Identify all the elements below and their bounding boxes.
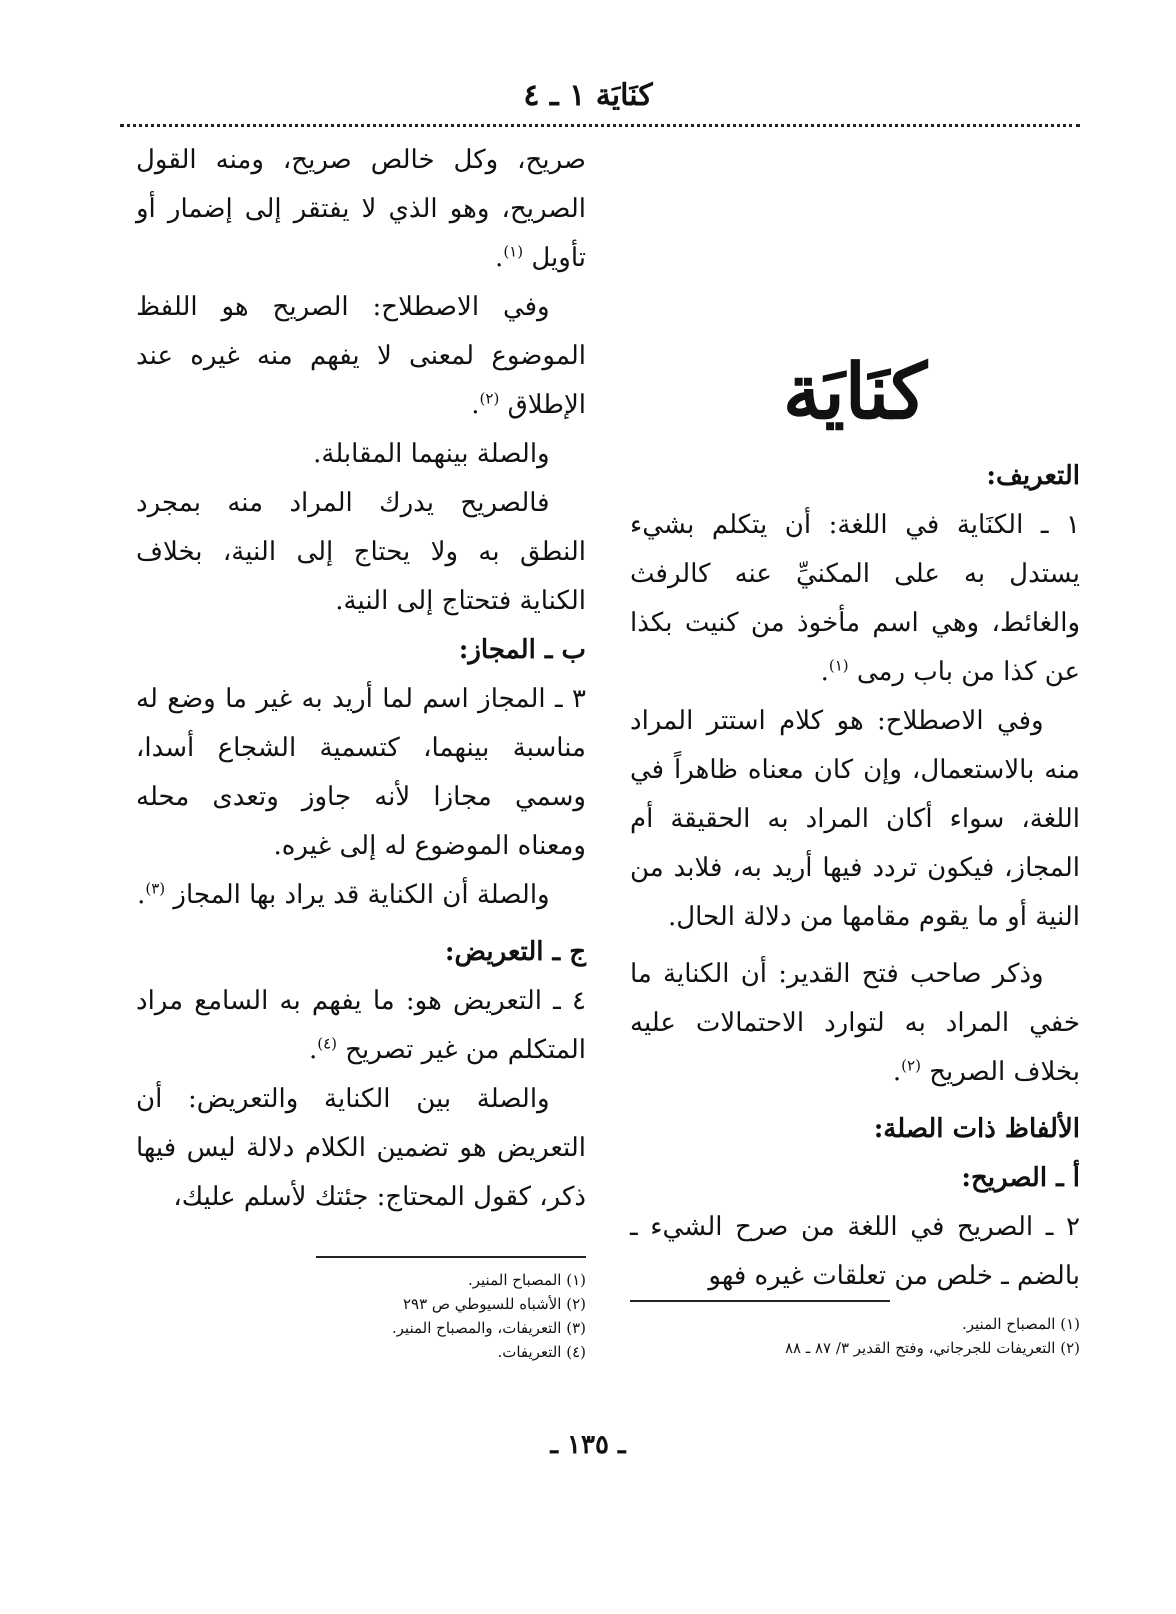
footnotes-left: [136, 1256, 586, 1364]
paragraph-end: .: [820, 657, 829, 687]
paragraph-sarih-language: ٢ ـ الصريح في اللغة من صرح الشيء ـ بالضم ـ خلص من تعلقات غيره فهو: [630, 1212, 1080, 1291]
article-title: كنَايَة: [782, 347, 928, 436]
paragraph-fath-alqadir: [630, 950, 1080, 1097]
paragraph-text: ٤ ـ التعريض هو: ما يفهم به السامع مراد المتكلم من غير تصريح: [136, 986, 586, 1065]
paragraph-end: .: [471, 390, 480, 420]
paragraph-sarih-vs-kinaya: فالصريح يدرك المراد منه بمجرد النطق به ولا يحتاج إلى النية، بخلاف الكناية فتحتاج إلى النية.: [136, 488, 586, 616]
header-dotted-rule: [120, 124, 1080, 127]
paragraph-text: وفي الاصطلاح: الصريح هو اللفظ الموضوع لمعنى لا يفهم منه غيره عند الإطلاق: [136, 292, 586, 420]
footnote-ref: (٢): [901, 1056, 921, 1075]
paragraph-text: وذكر صاحب فتح القدير: أن الكناية ما خفي المراد به لتوارد الاحتمالات عليه بخلاف الصريح: [630, 959, 1080, 1087]
paragraph-end: .: [495, 243, 504, 273]
footnote-ref: (١): [503, 242, 524, 261]
footnote-item: (٢) الأشباه للسيوطي ص ٢٩٣: [402, 1295, 586, 1313]
related-terms-heading: الألفاظ ذات الصلة:: [873, 1114, 1080, 1144]
footnotes-right: [630, 1300, 1080, 1360]
footnote-rule: [630, 1300, 890, 1302]
paragraph-tarid-relation: والصلة بين الكناية والتعريض: أن التعريض هو تضمين الكلام دلالة ليس فيها ذكر، كقول المحتاج: جئتك لأسلم عليك،: [136, 1084, 586, 1212]
footnote-item: (٢) التعريفات للجرجاني، وفتح القدير ٣/ ٨٧ ـ ٨٨: [784, 1339, 1080, 1357]
subheading-tarid: ج ـ التعريض:: [444, 937, 586, 967]
subheading-sarih: أ ـ الصريح:: [961, 1163, 1080, 1193]
right-column: [630, 136, 1080, 1301]
paragraph-end: .: [308, 1035, 318, 1065]
paragraph-technical-definition: وفي الاصطلاح: هو كلام استتر المراد منه بالاستعمال، وإن كان معناه ظاهراً في اللغة، سواء أكان المراد به الحقيقة أم المجاز، فيكون تردد فيها أريد به، فلابد من النية أو ما يقوم مقامها من دلالة الحال.: [630, 706, 1080, 932]
left-column: [136, 136, 586, 1222]
paragraph-language-definition: [630, 501, 1080, 697]
paragraph-text: ١ ـ الكنَاية في اللغة: أن يتكلم بشيء يستدل به على المكنيِّ عنه كالرفث والغائط، وهي اسم مأخوذ من كنيت بكذا عن كذا من باب رمى: [630, 510, 1080, 687]
page-number: ـ ١٣٥ ـ: [550, 1430, 626, 1460]
running-header: كنَايَة ١ ـ ٤: [523, 78, 653, 113]
paragraph-sarih-continued: [136, 136, 586, 283]
paragraph-tarid-definition: [136, 977, 586, 1075]
footnote-ref: (٤): [317, 1034, 337, 1053]
footnote-item: (٤) التعريفات.: [497, 1343, 586, 1361]
paragraph-text: والصلة أن الكناية قد يراد بها المجاز: [173, 880, 550, 910]
footnote-ref: (٣): [145, 879, 166, 898]
paragraph-sarih-technical: [136, 283, 586, 430]
footnote-item: (١) المصباح المنير.: [467, 1271, 586, 1289]
footnote-ref: (٢): [479, 389, 500, 408]
paragraph-end: .: [892, 1057, 902, 1087]
footnote-item: (١) المصباح المنير.: [961, 1315, 1080, 1333]
paragraph-text: صريح، وكل خالص صريح، ومنه القول الصريح، وهو الذي لا يفتقر إلى إضمار أو تأويل: [136, 145, 586, 273]
paragraph-majaz-definition: ٣ ـ المجاز اسم لما أريد به غير ما وضع له مناسبة بينهما، كتسمية الشجاع أسدا، وسمي مجازا لأنه جاوز وتعدى محله ومعناه الموضوع له إلى غيره.: [136, 684, 586, 861]
footnote-ref: (١): [828, 656, 849, 675]
subheading-majaz: ب ـ المجاز:: [458, 635, 586, 665]
paragraph-end: .: [137, 880, 146, 910]
footnote-item: (٣) التعريفات، والمصباح المنير.: [391, 1319, 586, 1337]
footnote-rule: [316, 1256, 586, 1258]
definition-heading: التعريف:: [986, 461, 1080, 491]
paragraph-relation-opposition: والصلة بينهما المقابلة.: [313, 439, 550, 469]
paragraph-majaz-relation: [136, 871, 586, 920]
